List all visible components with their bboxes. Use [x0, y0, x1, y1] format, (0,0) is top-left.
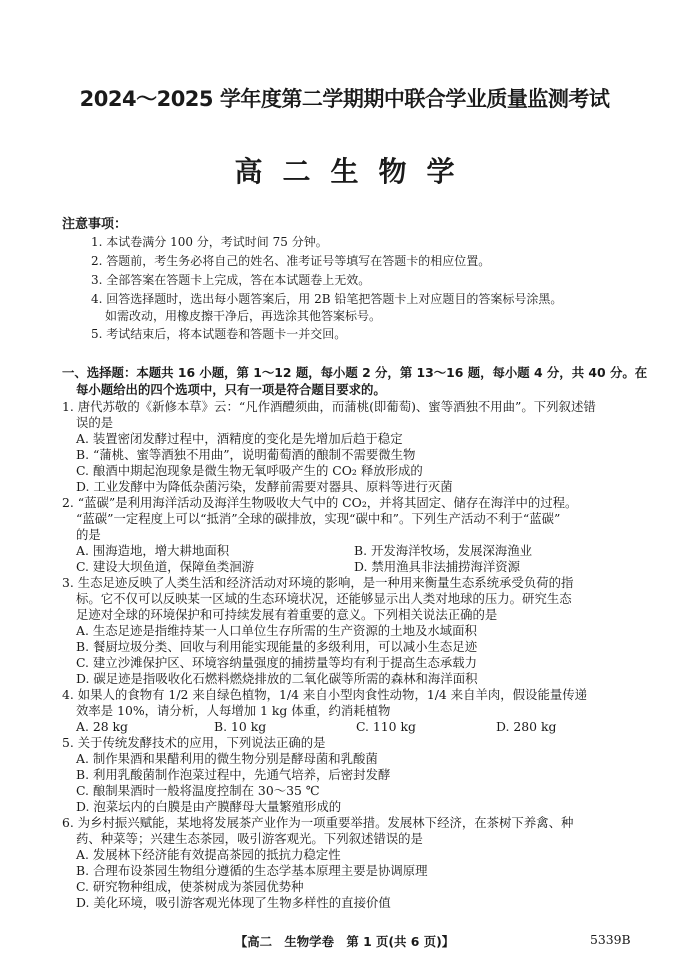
- notice-item: 5. 考试结束后，将本试题卷和答题卡一并交回。: [91, 327, 347, 341]
- option-b: B. “蒲桃、蜜等酒独不用曲”，说明葡萄酒的酿制不需要微生物: [76, 447, 416, 462]
- option-d: D. 碳足迹是指吸收化石燃料燃烧排放的二氧化碳等所需的森林和海洋面积: [76, 671, 478, 686]
- option-a: A. 装置密闭发酵过程中，酒精度的变化是先增加后趋于稳定: [76, 431, 403, 446]
- question-6-stem: 药、种菜等；兴建生态茶园，吸引游客观光。下列叙述错误的是: [76, 831, 423, 846]
- option-c: C. 研究物种组成，使茶树成为茶园优势种: [76, 879, 304, 894]
- notice-item: 1. 本试卷满分 100 分，考试时间 75 分钟。: [91, 235, 328, 249]
- section-heading: 一、选择题：本题共 16 小题，第 1～12 题，每小题 2 分，第 13～16 题，每小题 4 分，共 40 分。在: [62, 365, 648, 380]
- option-c: C. 建设大坝鱼道，保障鱼类洄游: [76, 559, 254, 574]
- option-c: C. 酿制果酒时一般将温度控制在 30～35 ℃: [76, 783, 320, 798]
- option-a: A. 发展林下经济能有效提高茶园的抵抗力稳定性: [76, 847, 341, 862]
- option-c: C. 建立沙滩保护区、环境容纳量强度的捕捞量等均有利于提高生态承载力: [76, 655, 478, 670]
- option-d: D. 工业发酵中为降低杂菌污染，发酵前需要对器具、原料等进行灭菌: [76, 479, 453, 494]
- option-b: B. 合理布设茶园生物组分遵循的生态学基本原理主要是协调原理: [76, 863, 428, 878]
- notice-item: 2. 答题前，考生务必将自己的姓名、准考证号等填写在答题卡的相应位置。: [91, 254, 491, 268]
- subject-title: 高二生物学: [234, 155, 475, 188]
- option-d: D. 禁用渔具非法捕捞海洋资源: [354, 559, 521, 574]
- notice-item: 如需改动，用橡皮擦干净后，再选涂其他答案标号。: [105, 309, 382, 323]
- exam-title: 2024～2025 学年度第二学期期中联合学业质量监测考试: [79, 87, 610, 111]
- option-c: C. 110 kg: [356, 719, 416, 734]
- option-d: D. 泡菜坛内的白膜是由产膜酵母大量繁殖形成的: [76, 799, 342, 814]
- option-a: A. 制作果酒和果醋利用的微生物分别是酵母菌和乳酸菌: [76, 751, 378, 766]
- notice-item: 4. 回答选择题时，选出每小题答案后，用 2B 铅笔把答题卡上对应题目的答案标号涂黑。: [91, 292, 563, 306]
- question-2-stem: 的是: [76, 527, 101, 542]
- section-instruction: 每小题给出的四个选项中，只有一项是符合题目要求的。: [76, 382, 386, 397]
- paper-code: 5339B: [590, 932, 631, 947]
- question-4-stem: 4. 如果人的食物有 1/2 来自绿色植物，1/4 来自小型肉食性动物，1/4 来自羊肉，假设能量传递: [62, 687, 588, 702]
- question-4-stem: 效率是 10%，请分析，人每增加 1 kg 体重，约消耗植物: [76, 703, 391, 718]
- option-a: A. 围海造地，增大耕地面积: [76, 543, 230, 558]
- option-b: B. 10 kg: [214, 719, 267, 734]
- option-d: D. 280 kg: [496, 719, 557, 734]
- question-1-stem: 误的是: [76, 415, 114, 430]
- notice-item: 3. 全部答案在答题卡上完成，答在本试题卷上无效。: [91, 273, 371, 287]
- question-2-stem: 2. “蓝碳”是利用海洋活动及海洋生物吸收大气中的 CO₂，并将其固定、储存在海洋中的过程。: [62, 495, 578, 510]
- page-footer: 【高二 生物学卷 第 1 页(共 6 页)】: [234, 934, 455, 949]
- option-c: C. 酿酒中期起泡现象是微生物无氧呼吸产生的 CO₂ 释放形成的: [76, 463, 423, 478]
- option-b: B. 餐厨垃圾分类、回收与利用能实现能量的多级利用，可以减小生态足迹: [76, 639, 478, 654]
- option-a: A. 28 kg: [76, 719, 128, 734]
- option-a: A. 生态足迹是指维持某一人口单位生存所需的生产资源的土地及水域面积: [76, 623, 477, 638]
- question-3-stem: 3. 生态足迹反映了人类生活和经济活动对环境的影响，是一种用来衡量生态系统承受负荷的指: [62, 575, 574, 590]
- question-2-stem: “蓝碳”一定程度上可以“抵消”全球的碳排放，实现“碳中和”。下列生产活动不利于“蓝碳”: [76, 511, 561, 526]
- question-6-stem: 6. 为乡村振兴赋能，某地将发展茶产业作为一项重要举措。发展林下经济，在茶树下养禽、种: [62, 815, 574, 830]
- notice-heading: 注意事项：: [62, 217, 128, 232]
- question-3-stem: 足迹对全球的环境保护和可持续发展有着重要的意义。下列相关说法正确的是: [76, 607, 498, 622]
- question-3-stem: 标。它不仅可以反映某一区域的生态环境状况，还能够显示出人类对地球的压力。研究生态: [76, 591, 572, 606]
- option-b: B. 利用乳酸菌制作泡菜过程中，先通气培养，后密封发酵: [76, 767, 391, 782]
- question-1-stem: 1. 唐代苏敬的《新修本草》云：“凡作酒醴须曲，而蒲桃(即葡萄)、蜜等酒独不用曲”。下列叙述错: [62, 399, 596, 414]
- option-b: B. 开发海洋牧场，发展深海渔业: [354, 543, 533, 558]
- question-5-stem: 5. 关于传统发酵技术的应用，下列说法正确的是: [62, 735, 326, 750]
- option-d: D. 美化环境，吸引游客观光体现了生物多样性的直接价值: [76, 895, 391, 910]
